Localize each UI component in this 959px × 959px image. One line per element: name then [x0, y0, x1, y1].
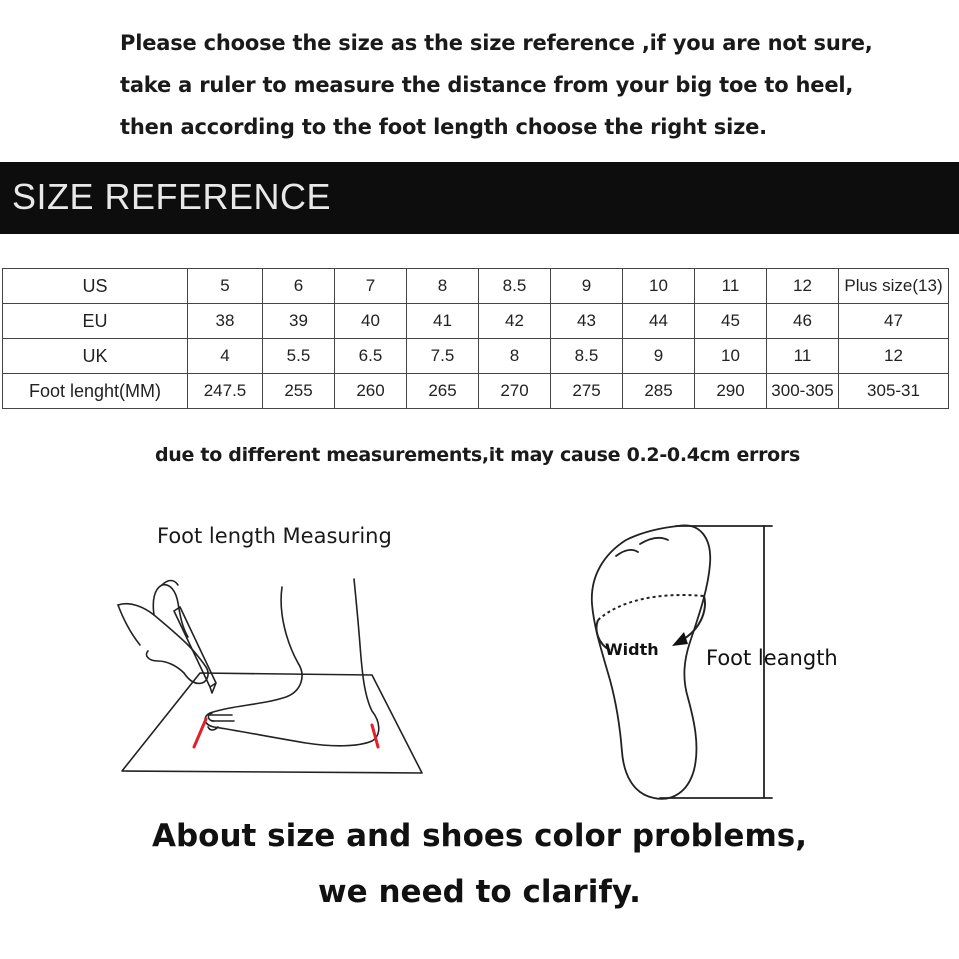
- table-cell: 9: [623, 339, 695, 374]
- footprint-outline: [592, 525, 710, 798]
- table-cell: 290: [695, 374, 767, 409]
- table-cell: 260: [335, 374, 407, 409]
- row-label: UK: [3, 339, 188, 374]
- table-cell: 8.5: [551, 339, 623, 374]
- table-cell: 4: [188, 339, 263, 374]
- width-label: Width: [605, 640, 659, 659]
- table-cell: 42: [479, 304, 551, 339]
- row-label: US: [3, 269, 188, 304]
- table-cell: 11: [767, 339, 839, 374]
- table-row-us: [3, 269, 949, 304]
- size-chart-table: [2, 268, 949, 409]
- width-arrowhead-icon: [672, 632, 688, 646]
- table-cell: Plus size(13): [839, 269, 949, 304]
- table-cell: 270: [479, 374, 551, 409]
- table-cell: 8: [407, 269, 479, 304]
- table-cell: 41: [407, 304, 479, 339]
- intro-line-2: take a ruler to measure the distance from your big toe to heel,: [120, 73, 854, 97]
- hand-outline: [118, 604, 208, 684]
- measurement-error-note: due to different measurements,it may cause 0.2-0.4cm errors: [155, 444, 801, 466]
- table-cell: 40: [335, 304, 407, 339]
- foot-measuring-illustration: [110, 575, 440, 780]
- table-cell: 265: [407, 374, 479, 409]
- table-cell: 47: [839, 304, 949, 339]
- table-cell: 247.5: [188, 374, 263, 409]
- table-cell: 275: [551, 374, 623, 409]
- table-cell: 305-31: [839, 374, 949, 409]
- table-cell: 10: [695, 339, 767, 374]
- table-cell: 8.5: [479, 269, 551, 304]
- table-cell: 44: [623, 304, 695, 339]
- table-cell: 12: [767, 269, 839, 304]
- table-cell: 7: [335, 269, 407, 304]
- foot-length-measuring-title: Foot length Measuring: [157, 524, 392, 548]
- table-cell: 7.5: [407, 339, 479, 374]
- table-cell: 11: [695, 269, 767, 304]
- intro-line-3: then according to the foot length choose the right size.: [120, 115, 767, 139]
- foot-length-label: Foot leangth: [706, 646, 838, 670]
- width-arc: [598, 595, 704, 620]
- table-cell: 12: [839, 339, 949, 374]
- table-row-uk: [3, 339, 949, 374]
- table-cell: 300-305: [767, 374, 839, 409]
- table-cell: 5.5: [263, 339, 335, 374]
- table-cell: 39: [263, 304, 335, 339]
- row-label: EU: [3, 304, 188, 339]
- table-cell: 45: [695, 304, 767, 339]
- banner-title: SIZE REFERENCE: [12, 176, 332, 217]
- intro-line-1: Please choose the size as the size reference ,if you are not sure,: [120, 31, 873, 55]
- table-cell: 9: [551, 269, 623, 304]
- table-row-foot-length: [3, 374, 949, 409]
- row-label: Foot lenght(MM): [3, 374, 188, 409]
- table-cell: 255: [263, 374, 335, 409]
- table-cell: 8: [479, 339, 551, 374]
- table-cell: 285: [623, 374, 695, 409]
- table-cell: 43: [551, 304, 623, 339]
- size-reference-banner: [0, 162, 959, 234]
- table-cell: 46: [767, 304, 839, 339]
- closing-line-1: About size and shoes color problems,: [152, 818, 807, 854]
- paper-sheet: [122, 673, 422, 773]
- table-cell: 6.5: [335, 339, 407, 374]
- table-row-eu: [3, 304, 949, 339]
- table-cell: 5: [188, 269, 263, 304]
- closing-line-2: we need to clarify.: [318, 874, 641, 910]
- table-cell: 10: [623, 269, 695, 304]
- table-cell: 38: [188, 304, 263, 339]
- intro-text: [120, 22, 920, 148]
- toe-marker: [194, 719, 206, 747]
- table-cell: 6: [263, 269, 335, 304]
